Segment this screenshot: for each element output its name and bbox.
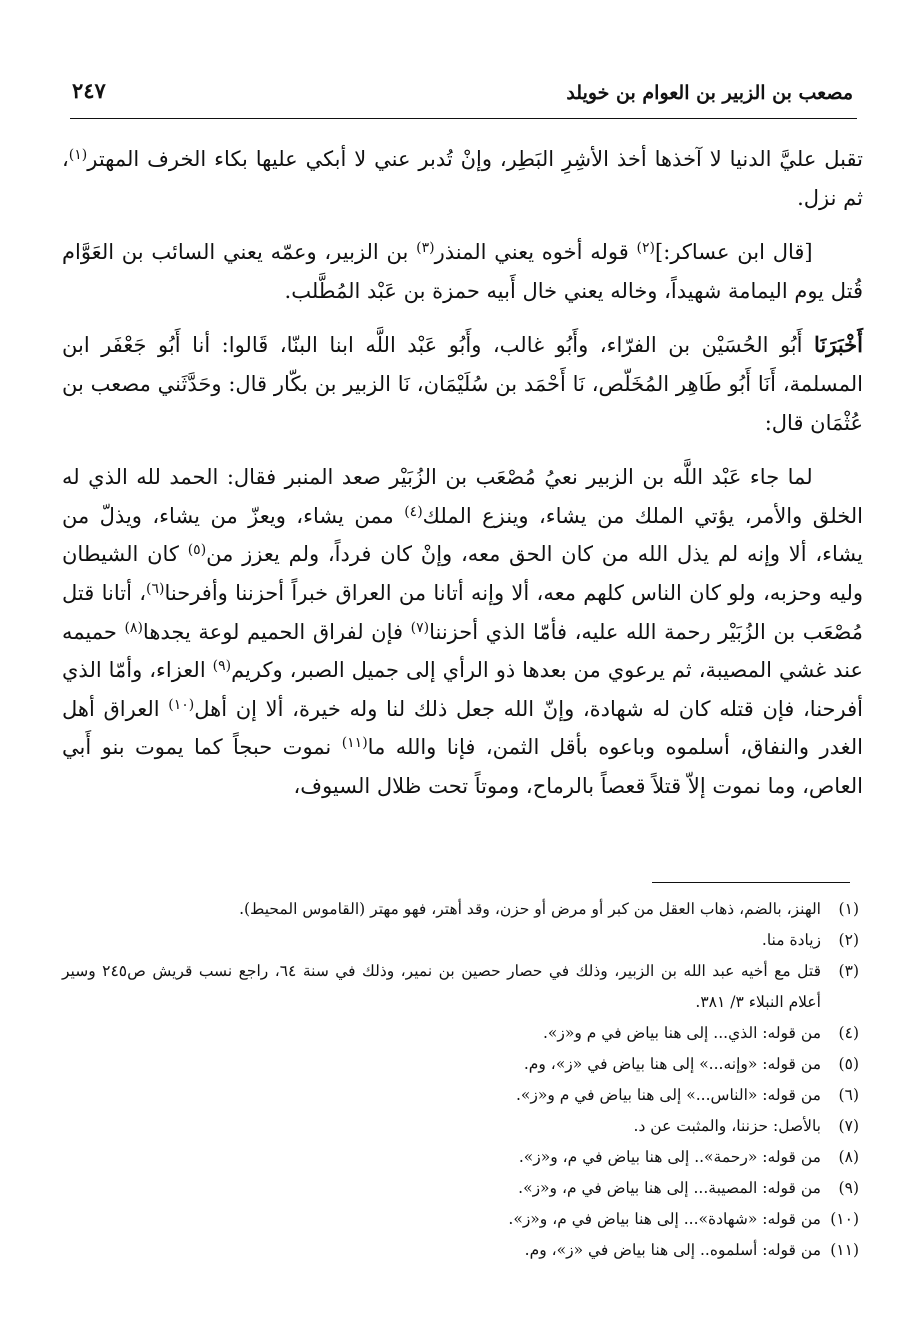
footnote-text: الهنز، بالضم، ذهاب العقل من كبر أو مرض أو حزن، وقد أهتر، فهو مهتر (القاموس المحيط).	[239, 900, 821, 918]
footnote-ref-11: (١١)	[341, 735, 368, 752]
footnote-ref-9: (٩)	[212, 658, 232, 675]
footnote-8	[62, 1142, 859, 1173]
paragraph-4: لما جاء عَبْد اللَّه بن الزبير نعيُ مُصْعَب بن الزُبَيْر صعد المنبر فقال: الحمد لله الذي له الخلق والأمر، يؤتي الملك من يشاء، وينزع الملك$^{(٤)}$ ممن يشاء، ويعزّ من يشاء، ويذلّ من يشاء، ألا وإنه لم يذل الله من كان الحق معه، وإنْ كان فرداً، ولم يعزز من$^{(٥)}$ كان الشيطان وليه وحزبه، ولو كان الناس كلهم معه، ألا وإنه أتانا من العراق خبراً أحزننا وأفرحنا$^{(٦)}$، أتانا قتل مُصْعَب بن الزُبَيْر رحمة الله عليه، فأمّا الذي أحزننا$^{(٧)}$ فإن لفراق الحميم لوعة يجدها$^{(٨)}$ حميمه عند غشي المصيبة، ثم يرعوي من بعدها ذو الرأي إلى جميل الصبر، وكريم$^{(٩)}$ العزاء، وأمّا الذي أفرحنا، فإن قتله كان له شهادة، وإنّ الله جعل ذلك لنا وله خيرة، ألا إن أهل$^{(١٠)}$ العراق أهل الغدر والنفاق، أسلموه وباعوه بأقل الثمن، فإنا والله ما$^{(١١)}$ نموت حبجاً كما يموت بنو أَبي العاص، وما نموت إلاّ قتلاً قعصاً بالرماح، وموتاً تحت ظلال السيوف،	[62, 465, 864, 798]
footnote-9	[62, 1173, 859, 1204]
footnote-text: من قوله: «شهادة»... إلى هنا بياض في م، و«ز».	[508, 1210, 821, 1228]
footnote-number: (٣)	[838, 962, 859, 980]
running-title: مصعب بن الزبير بن العوام بن خويلد	[566, 82, 853, 104]
footnote-10	[62, 1204, 859, 1235]
footnote-7	[62, 1111, 859, 1142]
paragraph-1: تقبل عليَّ الدنيا لا آخذها أخذ الأشِرِ البَطِر، وإنْ تُدبر عني لا أبكي عليها بكاء الخرف المهتر$^{(١)}$، ثم نزل.	[62, 147, 863, 210]
footnote-text: من قوله: «الناس...» إلى هنا بياض في م و«ز».	[515, 1086, 821, 1104]
footnote-3	[62, 956, 859, 1018]
footnote-number: (١١)	[830, 1241, 859, 1259]
main-text	[62, 140, 863, 806]
footnote-number: (١)	[838, 900, 859, 918]
footnote-ref-2: (٢)	[636, 240, 656, 257]
footnote-text: بالأصل: حزننا، والمثبت عن د.	[633, 1117, 821, 1135]
footnote-11	[62, 1235, 859, 1266]
footnote-number: (٨)	[838, 1148, 859, 1166]
footnote-ref-8: (٨)	[124, 619, 143, 636]
footnote-text: من قوله: أسلموه.. إلى هنا بياض في «ز»، وم.	[524, 1241, 821, 1259]
footnote-number: (٢)	[838, 931, 859, 949]
footnote-separator	[652, 882, 850, 883]
footnote-text: قتل مع أخيه عبد الله بن الزبير، وذلك في حصار حصين بن نمير، وذلك في سنة ٦٤، راجع نسب قريش ص٢٤٥ وسير أعلام النبلاء ٣/ ٣٨١.	[62, 962, 821, 1011]
footnote-number: (١٠)	[830, 1210, 859, 1228]
footnote-6	[62, 1080, 859, 1111]
footnote-2	[62, 925, 859, 956]
footnote-number: (٩)	[838, 1179, 859, 1197]
footnote-1	[62, 894, 859, 925]
footnote-ref-4: (٤)	[404, 503, 423, 520]
footnote-ref-1: (١)	[68, 147, 88, 163]
paragraph-3: أَخْبَرَنَا أَبُو الحُسَيْن بن الفرّاء، وأَبُو غالب، وأَبُو عَبْد اللَّه ابنا البنّا، قَالوا: أنا أَبُو جَعْفَر ابن المسلمة، أَنَا أَبُو طَاهِر المُخَلّص، نَا أَحْمَد بن سُلَيْمَان، نَا الزبير بن بكّار قال: وحَدَّثَني مصعب بن عُثْمَان قال:	[62, 332, 863, 435]
footnotes	[62, 894, 859, 1266]
footnote-ref-7: (٧)	[410, 619, 430, 636]
footnote-text: زيادة منا.	[761, 931, 821, 949]
footnote-text: من قوله: «رحمة».. إلى هنا بياض في م، و«ز».	[518, 1148, 821, 1166]
footnote-number: (٦)	[838, 1086, 859, 1104]
footnote-4	[62, 1018, 859, 1049]
paragraph-2: [قال ابن عساكر:]$^{(٢)}$ قوله أخوه يعني المنذر$^{(٣)}$ بن الزبير، وعمّه يعني السائب بن العَوَّام قُتل يوم اليمامة شهيداً، وخاله يعني خال أَبيه حمزة بن عَبْد المُطَّلب.	[62, 240, 863, 303]
footnote-number: (٧)	[838, 1117, 859, 1135]
footnote-text: من قوله: المصيبة... إلى هنا بياض في م، و«ز».	[518, 1179, 821, 1197]
footnote-5	[62, 1049, 859, 1080]
page-number: ٢٤٧	[72, 78, 106, 103]
footnote-number: (٤)	[838, 1024, 859, 1042]
isnad-lead-word: أَخْبَرَنَا	[814, 332, 863, 358]
footnote-text: من قوله: الذي... إلى هنا بياض في م و«ز».	[542, 1024, 821, 1042]
footnote-number: (٥)	[838, 1055, 859, 1073]
header-rule	[70, 118, 857, 119]
footnote-ref-6: (٦)	[146, 580, 165, 597]
footnote-text: من قوله: «وإنه...» إلى هنا بياض في «ز»، وم.	[523, 1055, 821, 1073]
footnote-ref-3: (٣)	[416, 240, 435, 257]
page-header	[70, 72, 853, 116]
footnote-ref-5: (٥)	[187, 542, 207, 559]
footnote-ref-10: (١٠)	[168, 696, 195, 713]
